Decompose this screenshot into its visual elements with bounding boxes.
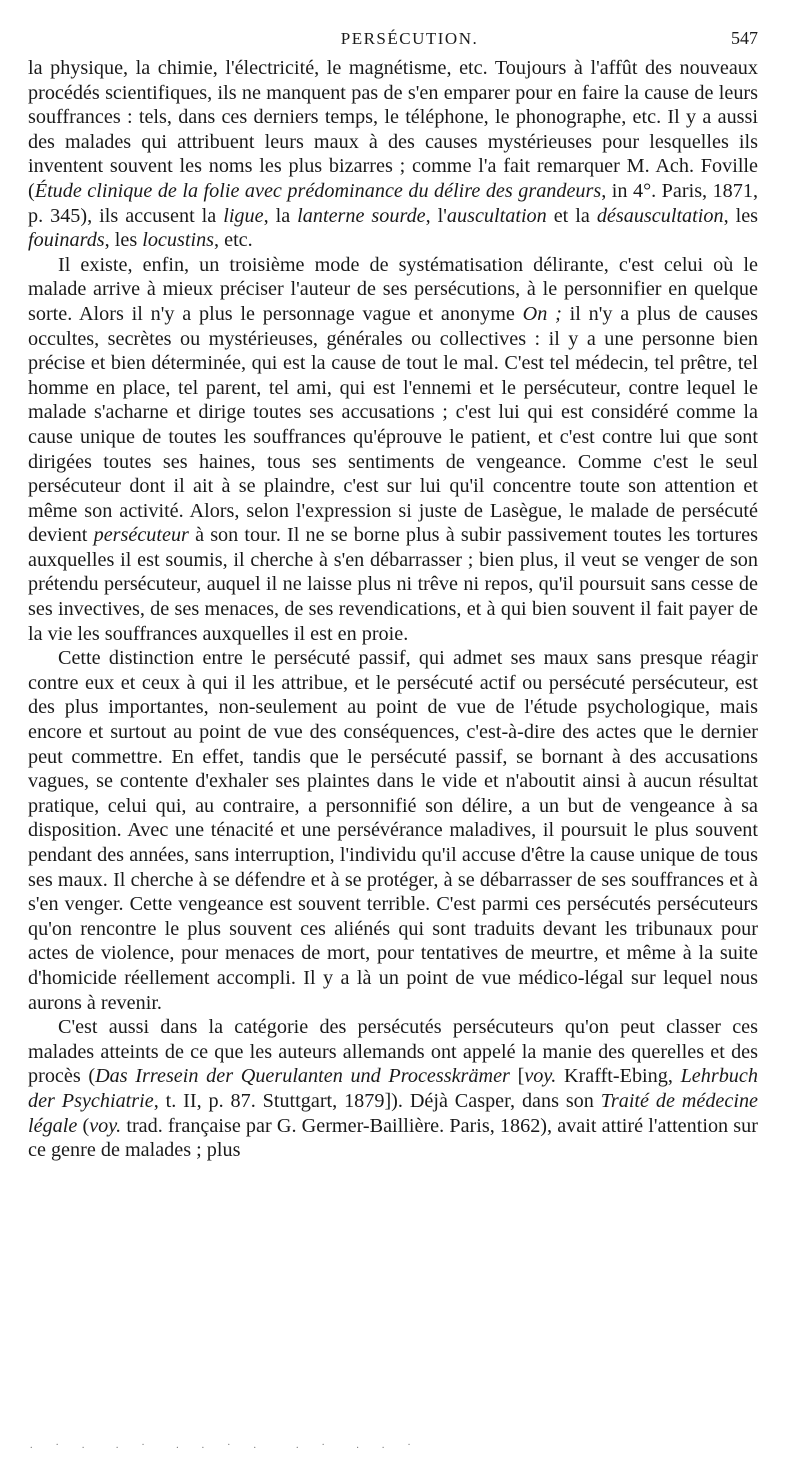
text-run: trad. française par G. Germer-Baillière. Paris, 1862), avait attiré l'attention sur ce genre de malades ; plus bbox=[28, 1114, 758, 1162]
italic-text: voy. bbox=[524, 1065, 557, 1088]
italic-text: désauscultation bbox=[596, 204, 724, 227]
running-title: PERSÉCUTION. bbox=[340, 29, 479, 48]
book-page bbox=[28, 28, 758, 1163]
text-run: ( bbox=[77, 1114, 90, 1137]
italic-text: On ; bbox=[522, 302, 562, 325]
italic-text: Étude clinique de la folie avec prédominance du délire des grandeurs bbox=[34, 179, 602, 202]
text-run: [ bbox=[509, 1065, 525, 1088]
text-run: , les bbox=[723, 204, 759, 227]
italic-text: Das Irresein der Querulanten und Processkrämer bbox=[95, 1065, 510, 1088]
italic-text: ligue bbox=[223, 204, 264, 227]
italic-text: voy. bbox=[89, 1114, 122, 1137]
paragraph bbox=[28, 56, 758, 253]
italic-text: Lehrbuch der Psychiatrie bbox=[28, 1065, 758, 1112]
italic-text: lanterne sourde bbox=[297, 204, 426, 227]
italic-text: locustins bbox=[142, 229, 215, 252]
text-run: , etc. bbox=[214, 229, 253, 252]
paragraph bbox=[28, 253, 758, 647]
text-run: , t. II, p. 87. Stuttgart, 1879]). Déjà Casper, dans son bbox=[153, 1089, 601, 1112]
text-run: la physique, la chimie, l'électricité, le magnétisme, etc. Toujours à l'affût des nouveaux procédés scientifiques, ils ne manquent pas de s'en emparer pour en faire la cause de leurs souffrances : tels, dans ces derniers temps, le téléphone, le phonographe, etc. Il y a aussi des malades qui attribuent leurs maux à des causes mystérieuses pour lesquelles ils inventent souvent les noms les plus bizarres ; comme l'a fait remarquer M. Ach. Foville ( bbox=[28, 57, 758, 202]
text-run: , la bbox=[263, 204, 298, 227]
italic-text: persécuteur bbox=[93, 524, 189, 547]
italic-text: Traité de médecine légale bbox=[28, 1089, 758, 1137]
italic-text: auscultation bbox=[446, 204, 547, 227]
text-run: , in 4°. Paris, 1871, p. 345), ils accusent la bbox=[28, 179, 758, 227]
text-run: Cette distinction entre le persécuté passif, qui admet ses maux sans presque réagir contre eux et ceux à qui il les attribue, et le persécuté actif ou persécuté persécuteur, est des plus importantes, non-seulement au point de vue de l'étude psychologique, mais encore et surtout au point de vue des conséquences, c'est-à-dire des actes que le dernier peut commettre. En effet, tandis que le persécuté passif, se bornant à des accusations vagues, se contente d'exhaler ses plaintes dans le vide et n'aboutit ainsi à aucun résultat pratique, celui qui, au contraire, a personnifié son délire, a un but de vengeance à sa disposition. Avec une ténacité et une persévérance maladives, il poursuit le plus souvent pendant des années, sans interruption, l'individu qu'il accuse d'être la cause unique de tous ses maux. Il cherche à se défendre et à se protéger, à se débarrasser de ses souffrances et à s'en venger. Cette vengeance est souvent terrible. C'est parmi ces persécutés persécuteurs qu'on rencontre le plus souvent ces aliénés qui sont traduits devant les tribunaux pour actes de violence, pour menaces de mort, pour tentatives de meurtre, et même à la suite d'homicide réellement accompli. Il y a là un point de vue médico-légal sur lequel nous aurons à revenir. bbox=[28, 647, 758, 1014]
text-run: C'est aussi dans la catégorie des persécutés persécuteurs qu'on peut classer ces malades atteints de ce que les auteurs allemands ont appelé la manie des querelles et des procès ( bbox=[28, 1016, 758, 1088]
text-run: , l' bbox=[425, 204, 447, 227]
italic-text: fouinards bbox=[28, 229, 105, 252]
paragraph bbox=[28, 646, 758, 1015]
text-run: à son tour. Il ne se borne plus à subir passivement toutes les tortures auxquelles il est soumis, il cherche à s'en débarrasser ; bien plus, il veut se venger de son prétendu persécuteur, auquel il ne laisse plus ni trêve ni repos, qu'il poursuit sans cesse de ses invectives, de ses menaces, de ses revendications, et à qui bien souvent il fait payer de la vie les souffrances auxquelles il est en proie. bbox=[28, 524, 758, 645]
text-run: , les bbox=[104, 229, 143, 252]
text-run: Krafft-Ebing, bbox=[556, 1065, 681, 1088]
page-body bbox=[28, 56, 758, 1163]
running-header bbox=[28, 28, 758, 56]
text-run: Il existe, enfin, un troisième mode de systématisation délirante, c'est celui où le malade arrive à mieux préciser l'auteur de ses persécutions, à le personnifier en quelque sorte. Alors il n'y a plus le personnage vague et anonyme bbox=[28, 253, 758, 325]
bottom-scan-speckle: . · . . · . . · . . · . . · bbox=[30, 1440, 417, 1451]
text-run: il n'y a plus de causes occultes, secrètes ou mystérieuses, générales ou collectives : il y a une personne bien précise et bien déterminée, qui est la cause de tout le mal. C'est tel médecin, tel prêtre, tel homme en place, tel parent, tel ami, qui est l'ennemi et le persécuteur, contre lequel le malade s'acharne et dirige toutes ses accusations ; c'est lui qui est considéré comme la cause unique de toutes les souffrances qu'éprouve le patient, et c'est contre lui que sont dirigées toutes ses haines, tous ses sentiments de vengeance. Comme c'est le seul persécuteur dont il ait à se plaindre, c'est sur lui qu'il concentre toute son attention et même son activité. Alors, selon l'expression si juste de Lasègue, le malade de persécuté devient bbox=[28, 302, 758, 547]
page-number: 547 bbox=[731, 28, 758, 48]
paragraph bbox=[28, 1015, 758, 1163]
text-run: et la bbox=[546, 204, 597, 227]
